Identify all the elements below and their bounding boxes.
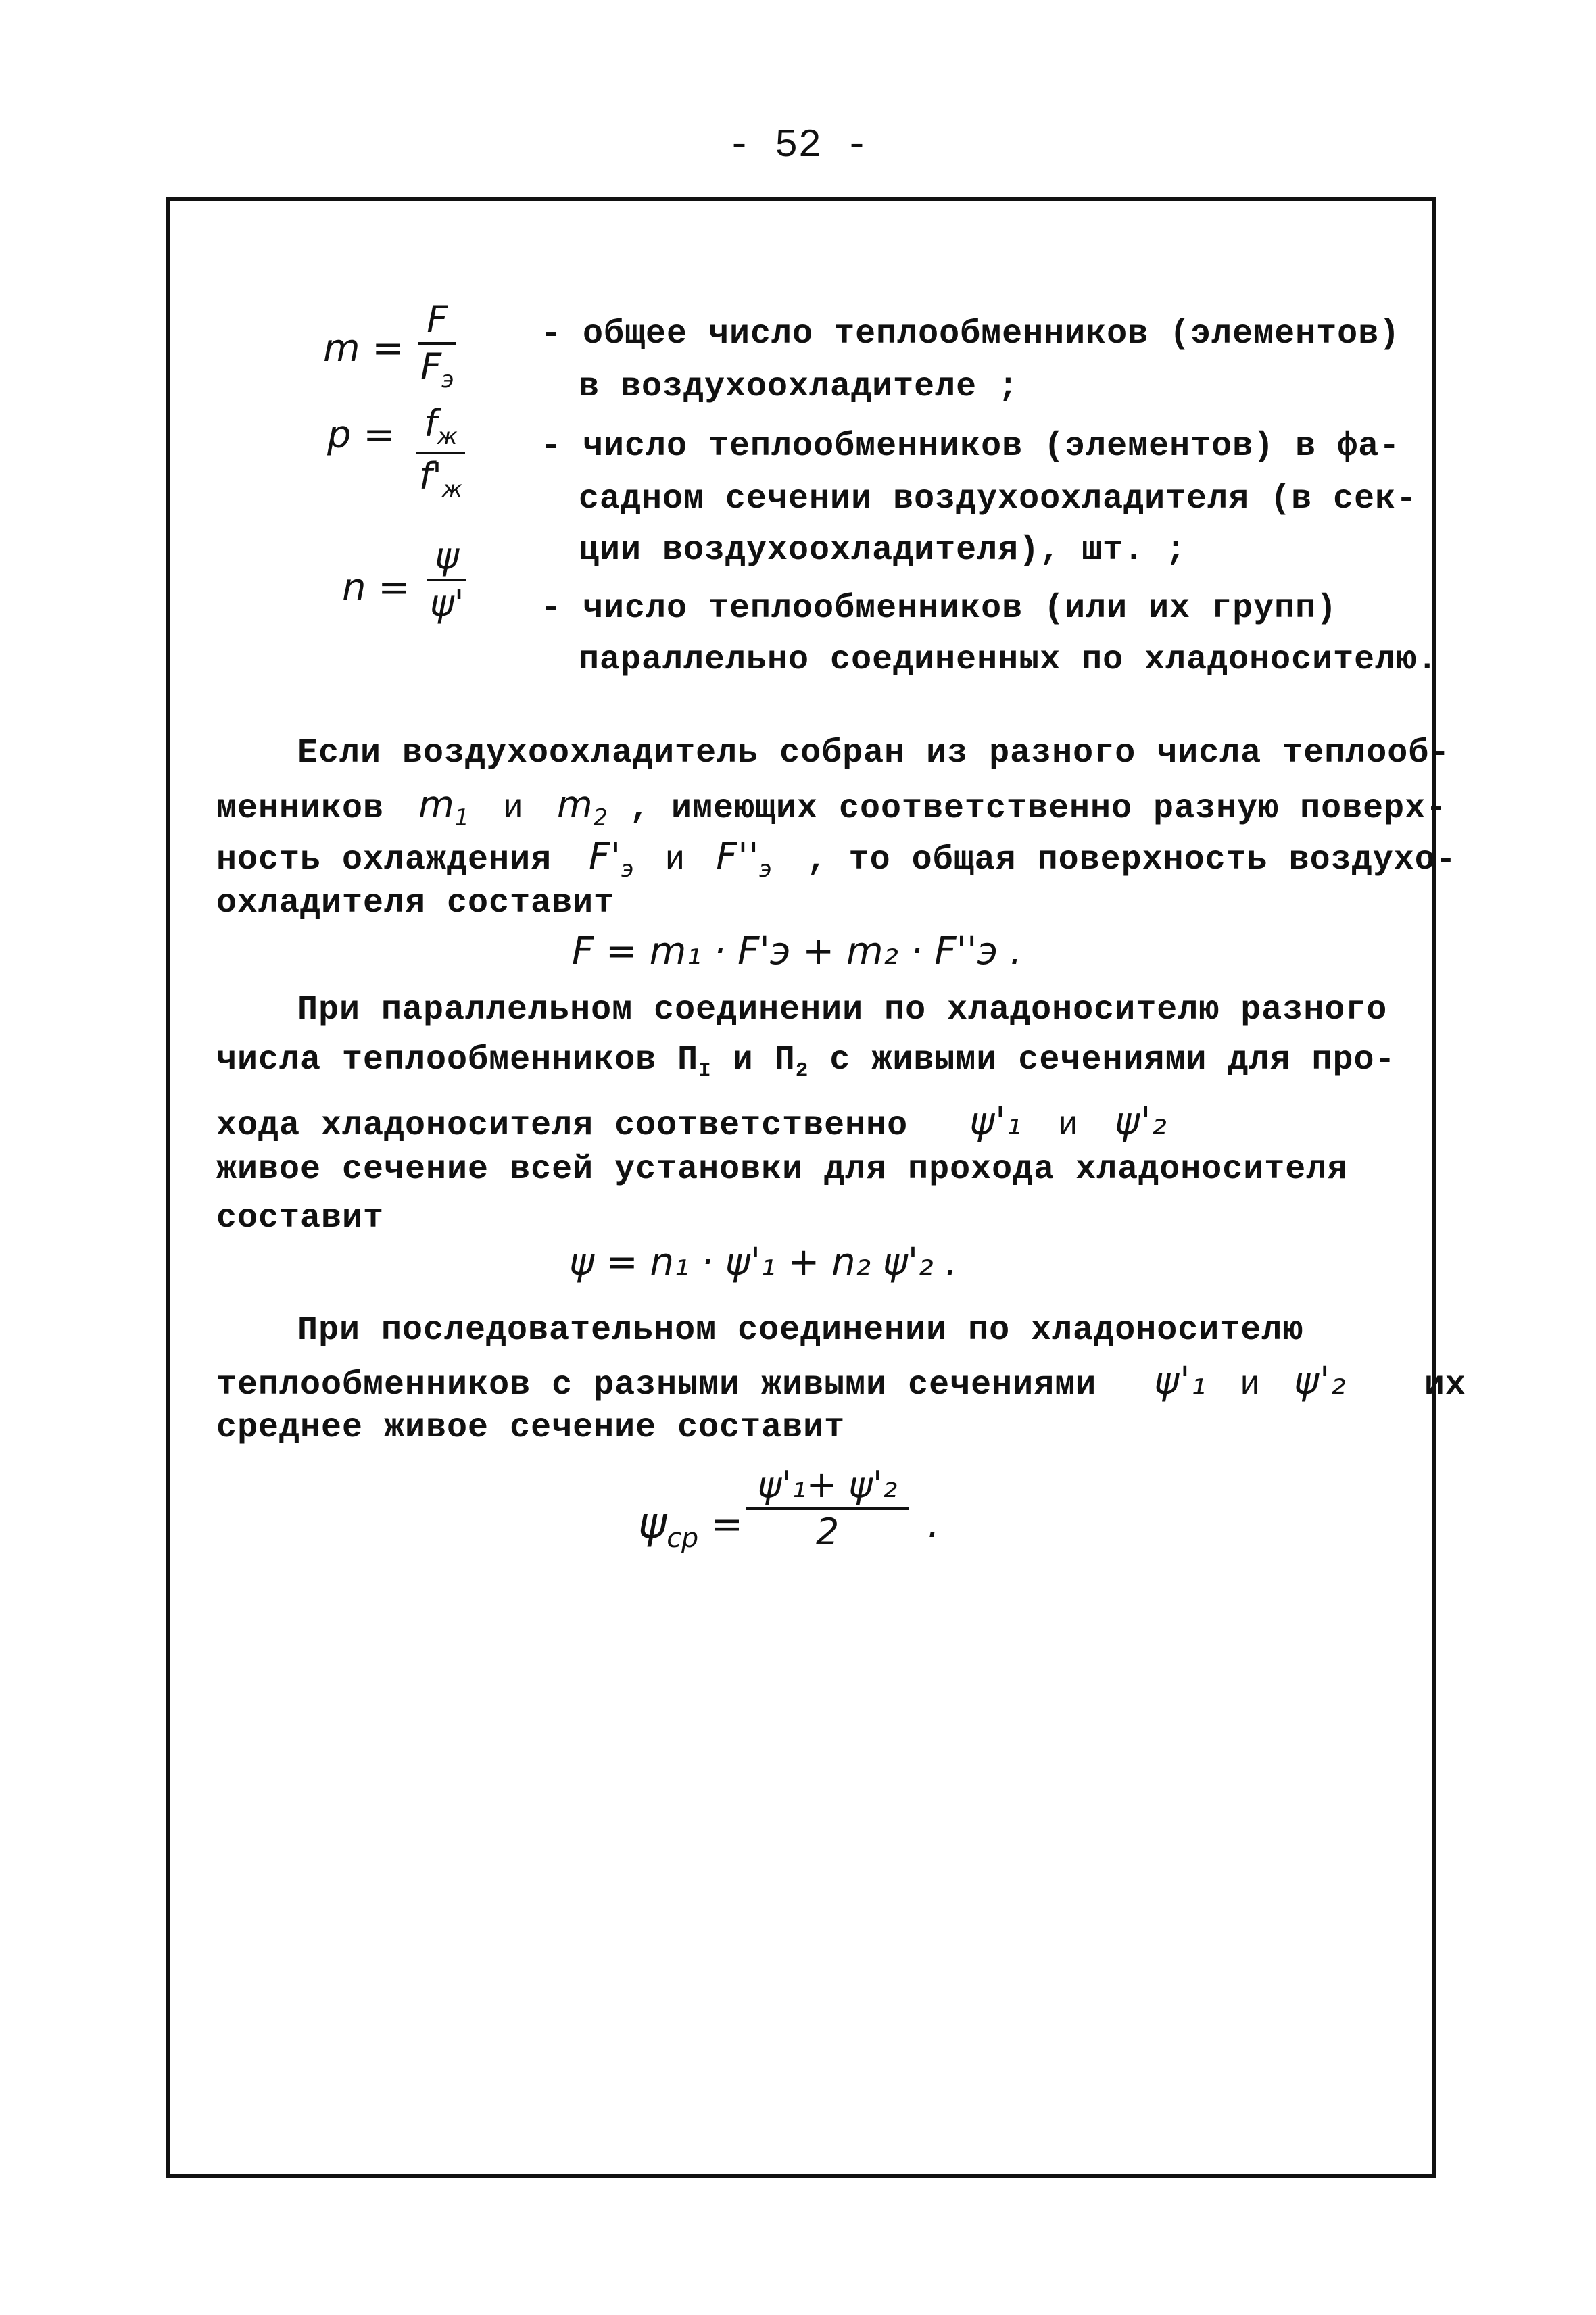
def-p-den: $f'_ж$ (419, 455, 463, 503)
def-p-line-1: - число теплообменников (элементов) в фа- (541, 427, 1401, 466)
def-m-line-2: в воздухоохладителе ; (579, 368, 1019, 406)
def-n-fraction (427, 535, 466, 625)
para3-formula-den: 2 (815, 1511, 840, 1553)
def-m-num: F (427, 298, 448, 341)
def-p-lhs: p = (327, 413, 395, 457)
para3-formula-lhs: $\psi_{ср}$ (638, 1498, 699, 1554)
para1-line-3: ность охлаждения $F'_э$ и $F''_э$ , то общая поверхность воздухо- (216, 835, 1457, 882)
def-p-line-2: садном сечении воздухоохладителя (в сек- (579, 480, 1418, 518)
para3-line-2: теплообменников с разными живыми сечениями ψ'₁ и ψ'₂ их (216, 1359, 1466, 1405)
def-m-lhs: m = (323, 326, 404, 370)
def-p-num: $f_ж$ (424, 402, 458, 449)
para2-line-2: числа теплообменников $П_I$ и $П_2$ с живыми сечениями для про- (216, 1041, 1396, 1083)
def-m-den: $F_э$ (420, 345, 454, 393)
def-n-num: ψ (435, 535, 460, 577)
para2-line-4: живое сечение всей установки для прохода хладоносителя (216, 1150, 1349, 1189)
para2-line-3: хода хладоносителя соответственно ψ'₁ и ψ'₂ (216, 1100, 1167, 1145)
para2-line-5: составит (216, 1199, 385, 1238)
para3-formula-num: ψ'₁+ ψ'₂ (757, 1463, 898, 1506)
para2-formula: ψ = n₁ · ψ'₁ + n₂ ψ'₂ . (569, 1240, 958, 1284)
def-m-line-1: - общее число теплообменников (элементов) (541, 315, 1401, 354)
para3-line-1: При последовательном соединении по хладоносителю (297, 1311, 1304, 1350)
para3-line-3: среднее живое сечение составит (216, 1409, 846, 1447)
def-n-line-1: - число теплообменников (или их групп) (541, 589, 1338, 628)
page-number: - 52 - (727, 124, 869, 168)
para3-formula-fraction (746, 1463, 909, 1553)
def-m-fraction (418, 298, 456, 393)
para3-formula-eq: = (711, 1503, 743, 1546)
para1-line-4: охладителя составит (216, 884, 615, 923)
para3-formula-end: . (927, 1503, 940, 1546)
def-n-line-2: параллельно соединенных по хладоносителю. (579, 641, 1438, 679)
para1-formula: F = m₁ · F'э + m₂ · F''э . (572, 929, 1022, 973)
para2-line-1: При параллельном соединении по хладоносителю разного (297, 991, 1388, 1029)
def-p-line-3: ции воздухоохладителя), шт. ; (579, 531, 1187, 570)
def-p-fraction (416, 402, 465, 503)
def-n-lhs: n = (342, 566, 410, 610)
para1-line-1: Если воздухоохладитель собран из разного числа теплооб- (297, 734, 1451, 773)
def-n-den: ψ' (430, 582, 464, 625)
para1-line-2: менников $m_1$ и $m_2$ , имеющих соответственно разную поверх- (216, 783, 1447, 831)
